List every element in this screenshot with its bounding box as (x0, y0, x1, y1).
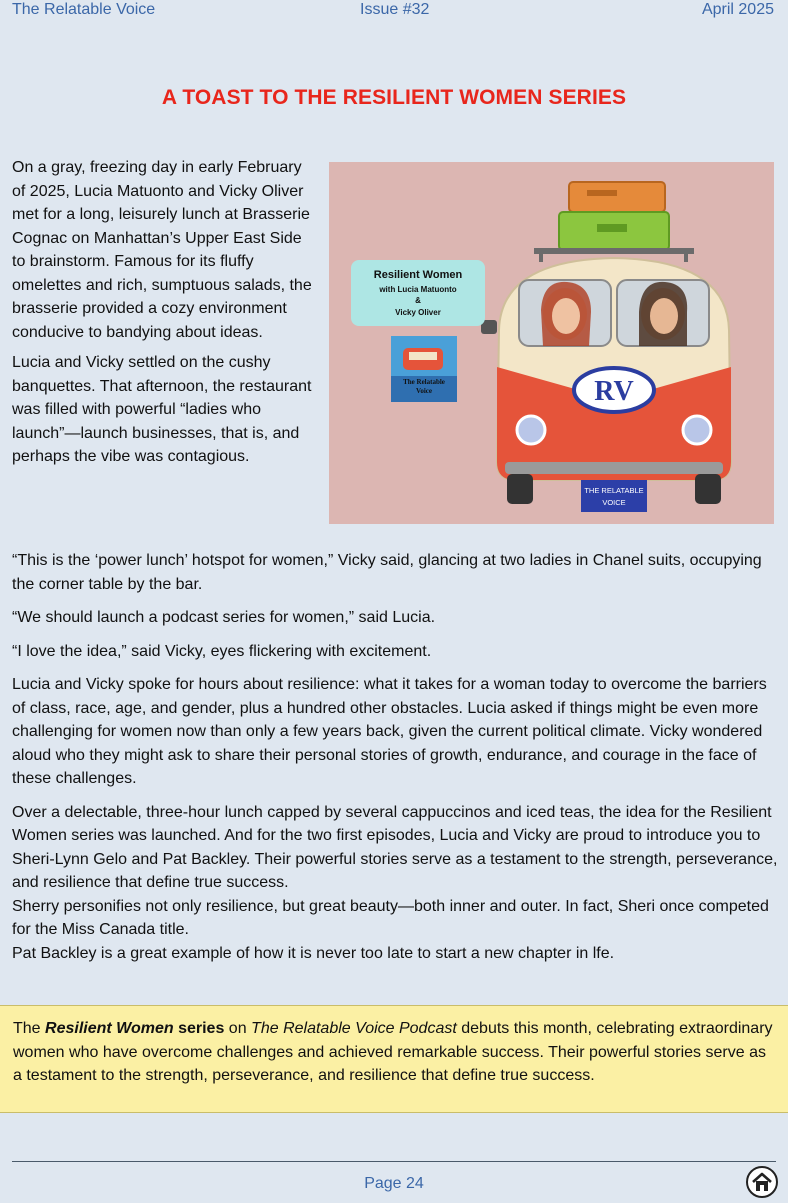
callout-rest: debuts this month, celebrating extraordinary women who have overcome challenges and achieved remarkable success. Their powerful stories serve as a testament to the strength, perseverance, and resilience that define true success. (13, 1020, 773, 1084)
series-banner (351, 260, 485, 326)
podcast-cover-badge (391, 336, 457, 402)
article-body (12, 549, 780, 965)
body-paragraph: Sherry personifies not only resilience, but great beauty—both inner and outer. In fact, Sheri once competed for the Miss Canada title. (12, 897, 769, 938)
lead-column (12, 156, 317, 476)
home-icon[interactable] (746, 1166, 778, 1198)
callout-text (13, 1017, 777, 1088)
page-number: Page 24 (364, 1175, 424, 1192)
plate-line-2: VOICE (602, 498, 626, 507)
suitcases-graphic (534, 182, 694, 262)
badge-line-2: Voice (415, 387, 433, 395)
callout-prefix: The (13, 1020, 46, 1037)
page-header (0, 0, 788, 24)
footer-divider (12, 1161, 776, 1162)
lead-paragraph: On a gray, freezing day in early February of 2025, Lucia Matuonto and Vicky Oliver met for a long, leisurely lunch at Brasserie Cognac on Manhattan’s Upper East Side to brainstorm. Famous for its fluffy omelettes and rich, sumptuous salads, the brasserie provided a cozy environment conducive to bandying about ideas. (12, 159, 312, 341)
body-paragraph: Over a delectable, three-hour lunch capped by several cappuccinos and iced teas, the idea for the Resilient Women series was launched. And for the two first episodes, Lucia and Vicky are proud to introduce you to Sheri-Lynn Gelo and Pat Backley. Their powerful stories serve as a testament to the strength, perseverance, and resilience that define true success. (12, 803, 778, 891)
banner-title: Resilient Women (373, 269, 463, 281)
callout-on: on (224, 1020, 252, 1037)
body-paragraph: Pat Backley is a great example of how it is never too late to start a new chapter in lfe. (12, 944, 615, 962)
callout-podcast-name: The Relatable Voice Podcast (251, 1020, 457, 1037)
issue-date: April 2025 (701, 1, 774, 18)
van-logo-text: RV (594, 376, 634, 407)
body-paragraph: “We should launch a podcast series for women,” said Lucia. (12, 609, 436, 626)
callout-series-word: series (173, 1020, 225, 1037)
banner-line-3: & (415, 296, 421, 305)
article-title: A TOAST TO THE RESILIENT WOMEN SERIES (161, 86, 627, 109)
banner-line-2: with Lucia Matuonto (379, 285, 457, 294)
callout-series-name: Resilient Women (45, 1020, 174, 1037)
badge-line-1: The Relatable (403, 378, 445, 386)
van-graphic (481, 258, 731, 512)
lead-paragraph: Lucia and Vicky settled on the cushy banquettes. That afternoon, the restaurant was filled with powerful “ladies who launch”—launch businesses, that is, and perhaps the vibe was contagious. (12, 354, 312, 465)
body-paragraph: “I love the idea,” said Vicky, eyes flickering with excitement. (12, 642, 432, 660)
body-paragraph: Lucia and Vicky spoke for hours about resilience: what it takes for a woman today to overcome the barriers of class, race, age, and gender, plus a hundred other obstacles. Lucia asked if things might be even more challenging for women now than only a few years back, given the current political climate. Vicky wondered aloud who they might ask to share their personal stories of growth, endurance, and courage in the face of these challenges. (12, 676, 767, 787)
publication-name: The Relatable Voice (12, 1, 156, 18)
series-callout-box (0, 1005, 788, 1113)
podcast-illustration (329, 162, 774, 524)
body-paragraph: “This is the ‘power lunch’ hotspot for women,” Vicky said, glancing at two ladies in Chanel suits, occupying the corner table by the bar. (12, 552, 762, 593)
issue-number: Issue #32 (360, 1, 430, 18)
plate-line-1: THE RELATABLE (584, 486, 644, 495)
banner-line-4: Vicky Oliver (395, 308, 441, 317)
